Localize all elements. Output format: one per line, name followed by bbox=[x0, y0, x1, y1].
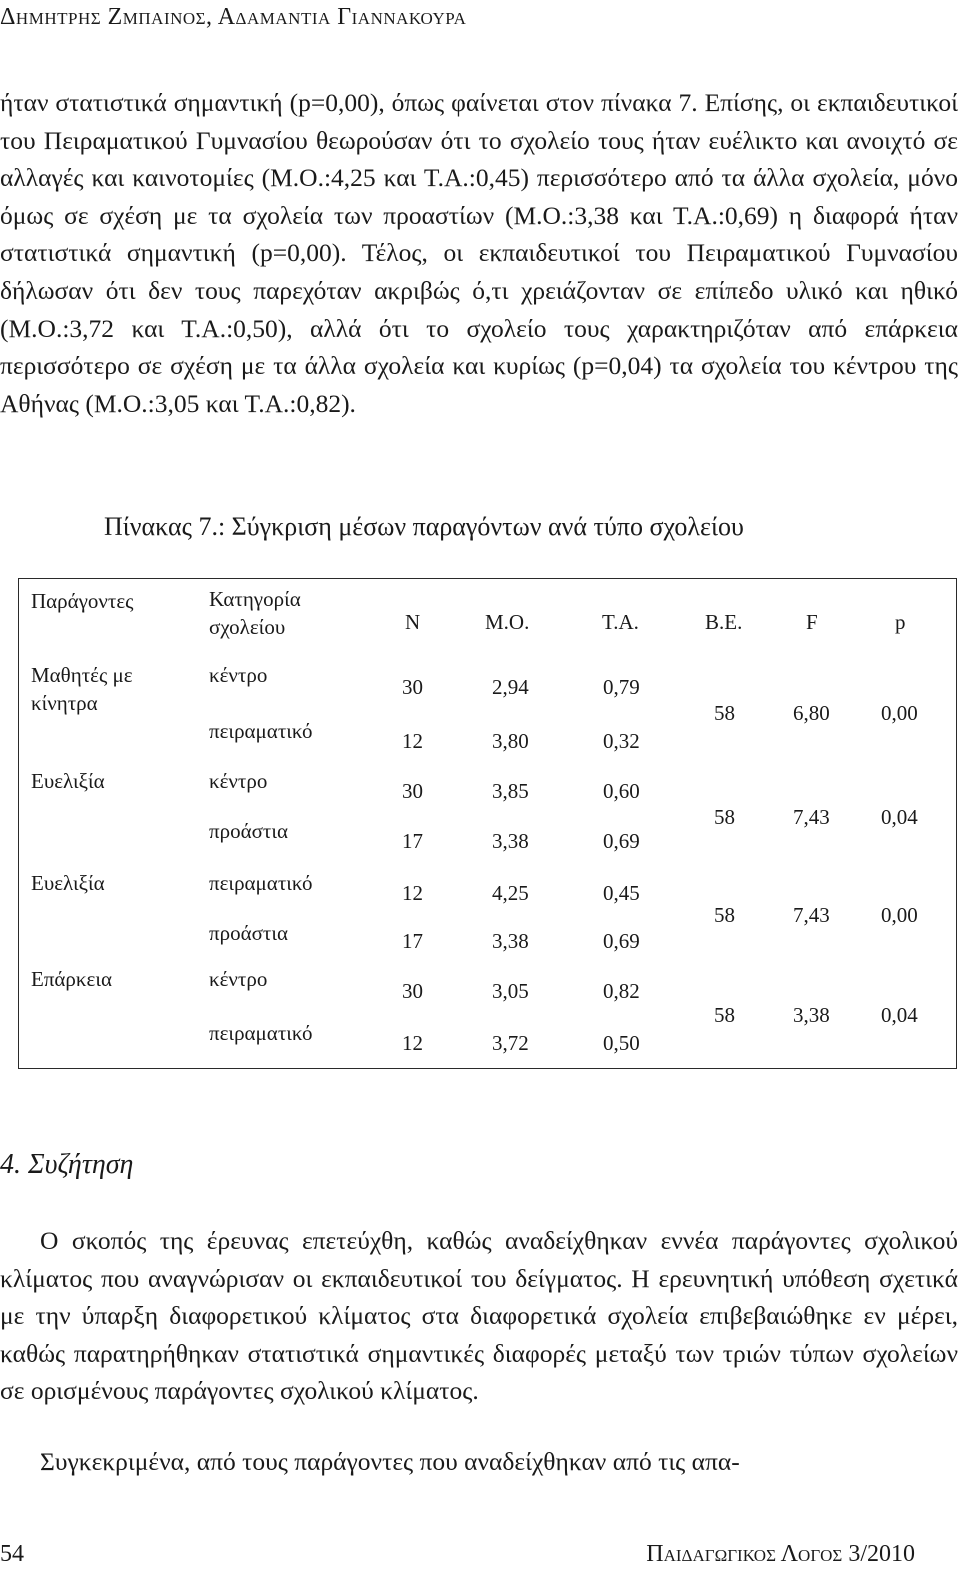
category-label: κέντρο bbox=[209, 769, 268, 793]
sd-value: 0,45 bbox=[603, 881, 640, 905]
table-caption: Πίνακας 7.: Σύγκριση μέσων παραγόντων ανά τύπο σχολείου bbox=[104, 512, 744, 541]
category-label: κέντρο bbox=[209, 967, 268, 991]
mean-value: 3,80 bbox=[492, 729, 529, 753]
mean-value: 3,38 bbox=[492, 829, 529, 853]
mean-value: 3,05 bbox=[492, 979, 529, 1003]
df-value: 58 bbox=[714, 903, 735, 927]
header-f: F bbox=[806, 610, 818, 634]
f-value: 6,80 bbox=[793, 701, 830, 725]
mean-value: 3,38 bbox=[492, 929, 529, 953]
factor-label: Ευελιξία bbox=[31, 769, 105, 793]
body-paragraph-1: ήταν στατιστικά σημαντική (p=0,00), όπως φαίνεται στον πίνακα 7. Επίσης, οι εκπαιδευτικοί του Πειραματικού Γυμνασίου θεωρούσαν ότι το σχολείο τους ήταν ευέλικτο και ανοιχτό σε αλλαγές και καινοτομίες (Μ.Ο.:4,25 και Τ.Α.:0,45) περισσότερο από τα άλλα σχολεία, μόνο όμως σε σχέση με τα σχολεία των προαστίων (Μ.Ο.:3,38 και Τ.Α.:0,69) η διαφορά ήταν στατιστικά σημαντική (p=0,00). Τέλος, οι εκπαιδευτικοί του Πειραματικού Γυμνασίου δήλωσαν ότι δεν τους παρεχόταν ακριβώς ό,τι χρειάζονταν σε επίπεδο υλικό και ηθικό (Μ.Ο.:3,72 και Τ.Α.:0,50), αλλά ότι το σχολείο τους χαρακτηριζόταν από επάρκεια περισσότερο σε σχέση με τα άλλα σχολεία και κυρίως (p=0,04) τα σχολεία του κέντρου της Αθήνας (Μ.Ο.:3,05 και Τ.Α.:0,82). bbox=[0, 88, 958, 418]
sd-value: 0,60 bbox=[603, 779, 640, 803]
f-value: 7,43 bbox=[793, 805, 830, 829]
comparison-table bbox=[18, 578, 957, 1069]
mean-value: 2,94 bbox=[492, 675, 529, 699]
header-category: Κατηγορία σχολείου bbox=[209, 587, 301, 639]
df-value: 58 bbox=[714, 1003, 735, 1027]
n-value: 17 bbox=[402, 929, 423, 953]
n-value: 30 bbox=[402, 979, 423, 1003]
header-df: Β.Ε. bbox=[705, 610, 743, 634]
header-p: p bbox=[895, 610, 906, 634]
factor-label: Ευελιξία bbox=[31, 871, 105, 895]
f-value: 7,43 bbox=[793, 903, 830, 927]
category-label: πειραματικό bbox=[209, 719, 313, 743]
mean-value: 3,85 bbox=[492, 779, 529, 803]
header-factor: Παράγοντες bbox=[31, 589, 134, 613]
category-label: πειραματικό bbox=[209, 871, 313, 895]
sd-value: 0,69 bbox=[603, 829, 640, 853]
body-paragraph-2: Ο σκοπός της έρευνας επετεύχθη, καθώς αναδείχθηκαν εννέα παράγοντες σχολικού κλίματος που αναγνώρισαν οι εκπαιδευτικοί του δείγματος. Η ερευνητική υπόθεση σχετικά με την ύπαρξη διαφορετικού κλίματος στα διαφορετικά σχολεία επιβεβαιώθηκε εν μέρει, καθώς παρατηρήθηκαν στατιστικά σημαντικές διαφορές μεταξύ των τριών τύπων σχολείων σε ορισμένους παράγοντες σχολικού κλίματος. bbox=[0, 1226, 958, 1406]
mean-value: 3,72 bbox=[492, 1031, 529, 1055]
category-label: προάστια bbox=[209, 921, 288, 945]
p-value: 0,04 bbox=[881, 805, 918, 829]
p-value: 0,00 bbox=[881, 701, 918, 725]
page-number: 54 bbox=[0, 1541, 24, 1567]
running-head: Δημητρης Ζμπαινος, Αδαμαντια Γιαννακουρα bbox=[0, 4, 467, 30]
sd-value: 0,32 bbox=[603, 729, 640, 753]
header-mean: Μ.Ο. bbox=[485, 610, 530, 634]
mean-value: 4,25 bbox=[492, 881, 529, 905]
sd-value: 0,50 bbox=[603, 1031, 640, 1055]
n-value: 30 bbox=[402, 675, 423, 699]
p-value: 0,00 bbox=[881, 903, 918, 927]
n-value: 17 bbox=[402, 829, 423, 853]
sd-value: 0,69 bbox=[603, 929, 640, 953]
body-paragraph-3: Συγκεκριμένα, από τους παράγοντες που αναδείχθηκαν από τις απα- bbox=[40, 1447, 740, 1476]
n-value: 12 bbox=[402, 1031, 423, 1055]
journal-footer: Παιδαγωγικος Λογος 3/2010 bbox=[646, 1541, 915, 1567]
sd-value: 0,82 bbox=[603, 979, 640, 1003]
f-value: 3,38 bbox=[793, 1003, 830, 1027]
df-value: 58 bbox=[714, 805, 735, 829]
header-sd: Τ.Α. bbox=[602, 610, 639, 634]
df-value: 58 bbox=[714, 701, 735, 725]
header-n: N bbox=[405, 610, 421, 634]
category-label: πειραματικό bbox=[209, 1021, 313, 1045]
sd-value: 0,79 bbox=[603, 675, 640, 699]
n-value: 12 bbox=[402, 729, 423, 753]
factor-label: Μαθητές με κίνητρα bbox=[31, 663, 133, 715]
p-value: 0,04 bbox=[881, 1003, 918, 1027]
n-value: 12 bbox=[402, 881, 423, 905]
category-label: κέντρο bbox=[209, 663, 268, 687]
section-heading: 4. Συζήτηση bbox=[0, 1149, 134, 1180]
category-label: προάστια bbox=[209, 819, 288, 843]
n-value: 30 bbox=[402, 779, 423, 803]
factor-label: Επάρκεια bbox=[31, 967, 112, 991]
